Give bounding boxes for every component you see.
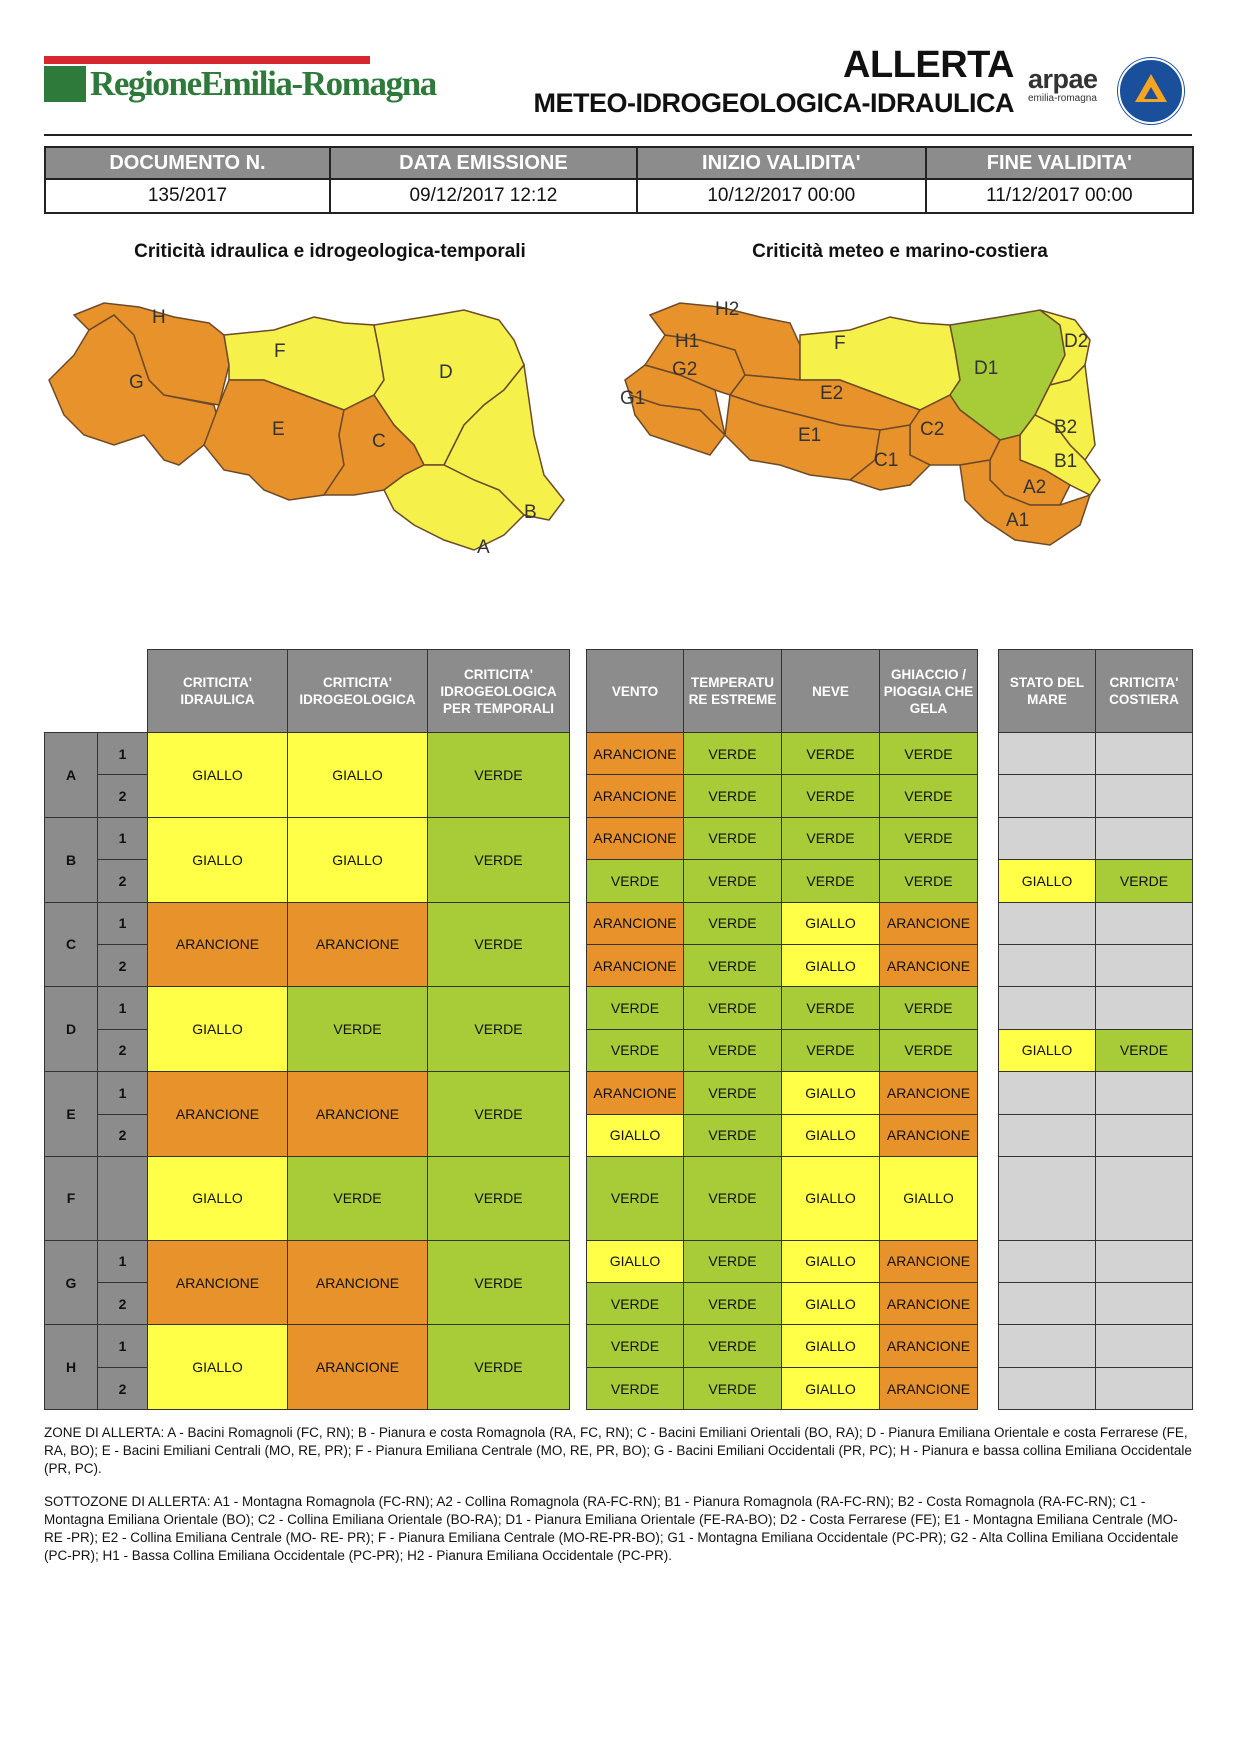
meteo-level-cell: ARANCIONE (587, 1072, 684, 1114)
table-row (587, 1029, 978, 1071)
hydro-level-cell: GIALLO (148, 1325, 288, 1410)
left-map-title: Criticità idraulica e idrogeologica-temporali (134, 241, 526, 262)
meteo-level-cell: VERDE (782, 775, 880, 817)
hydro-header: CRITICITA' IDROGEOLOGICA PER TEMPORALI (428, 650, 570, 733)
zone-label: B (45, 817, 98, 902)
hydro-level-cell: ARANCIONE (148, 902, 288, 987)
table-row (587, 1156, 978, 1240)
table-row (587, 1114, 978, 1156)
meteo-level-cell: GIALLO (782, 944, 880, 986)
table-row (587, 1072, 978, 1114)
hydro-level-cell: ARANCIONE (288, 902, 428, 987)
meteo-level-cell: ARANCIONE (880, 1240, 978, 1282)
meteo-header: GHIACCIO / PIOGGIA CHE GELA (880, 650, 978, 733)
subzone-label: 2 (98, 1367, 148, 1409)
meteo-level-cell: VERDE (684, 1072, 782, 1114)
subzone-label: 2 (98, 1283, 148, 1325)
meteo-level-cell: GIALLO (782, 1156, 880, 1240)
arpae-logo-text: arpae (1028, 64, 1098, 94)
hydro-level-cell: GIALLO (148, 817, 288, 902)
subzone-label: 2 (98, 775, 148, 817)
map-label-f: F (274, 341, 286, 362)
sea-level-cell (999, 775, 1096, 817)
meteo-header: VENTO (587, 650, 684, 733)
table-row (999, 944, 1193, 986)
map-label-h2: H2 (715, 299, 740, 320)
zone-label: G (45, 1240, 98, 1325)
table-row (999, 1325, 1193, 1367)
meteo-level-cell: VERDE (684, 1156, 782, 1240)
meteo-level-cell: GIALLO (782, 1114, 880, 1156)
table-row (45, 1240, 570, 1282)
meteo-level-cell: VERDE (880, 733, 978, 775)
sea-header: CRITICITA' COSTIERA (1096, 650, 1193, 733)
meteo-level-cell: VERDE (782, 733, 880, 775)
meteo-level-cell: GIALLO (782, 1283, 880, 1325)
table-row (587, 1325, 978, 1367)
hydro-level-cell: VERDE (428, 1072, 570, 1157)
hydro-level-cell: VERDE (428, 733, 570, 818)
meteo-level-cell: GIALLO (782, 1325, 880, 1367)
table-row (587, 733, 978, 775)
meteo-level-cell: VERDE (880, 987, 978, 1029)
hydro-level-cell: VERDE (428, 817, 570, 902)
hydro-header: CRITICITA' IDROGEOLOGICA (288, 650, 428, 733)
table-row (999, 1240, 1193, 1282)
right-map (620, 295, 1200, 615)
zone-label: C (45, 902, 98, 987)
sea-level-cell (999, 944, 1096, 986)
sea-level-cell (999, 1072, 1096, 1114)
map-label-h: H (152, 307, 166, 328)
zone-label: E (45, 1072, 98, 1157)
meteo-level-cell: VERDE (782, 987, 880, 1029)
validity-end-header: FINE VALIDITA' (926, 147, 1193, 179)
meteo-level-cell: ARANCIONE (880, 1072, 978, 1114)
meteo-level-cell: ARANCIONE (587, 817, 684, 859)
meteo-level-cell: VERDE (587, 1283, 684, 1325)
map-label-c2: C2 (920, 419, 945, 440)
meteo-level-cell: VERDE (587, 1325, 684, 1367)
meteo-level-cell: VERDE (880, 817, 978, 859)
meteo-level-cell: VERDE (880, 860, 978, 902)
sea-level-cell (999, 902, 1096, 944)
table-row (45, 902, 570, 944)
meteo-level-cell: ARANCIONE (587, 902, 684, 944)
sea-header: STATO DEL MARE (999, 650, 1096, 733)
alert-subzones-note: SOTTOZONE DI ALLERTA: A1 - Montagna Romagnola (FC-RN); A2 - Collina Romagnola (RA-FC-RN); B1 - Pianura Romagnola (RA-FC-RN); B2 - Costa Romagnola (RA-FC-RN); C1 - Montagna Emiliana Orientale (BO); C2 - Collina Emiliana Orientale (BO-RA); D1 - Pianura Emiliana Orientale (FE-RA-BO); D2 - Costa Ferrarese (FE); E1 - Montagna Emiliana Centrale (MO- RE -PR); E2 - Collina Emiliana Centrale (MO- RE- PR); F - Pianura Emiliana Centrale (MO-RE-PR-BO); G1 - Montagna Emiliana Occidentale (PC-PR); G2 - Alta Collina Emiliana Occidentale (PC-PR); H1 - Bassa Collina Emiliana Occidentale (PC-PR); H2 - Pianura Emiliana Occidentale (PC-PR). (44, 1494, 1179, 1563)
map-label-a1: A1 (1006, 510, 1030, 531)
meteo-level-cell: GIALLO (782, 1240, 880, 1282)
meteo-level-cell: VERDE (782, 1029, 880, 1071)
meteo-level-cell: ARANCIONE (880, 1283, 978, 1325)
subzone-label: 1 (98, 902, 148, 944)
table-row (587, 775, 978, 817)
table-row (45, 733, 570, 775)
meteo-level-cell: VERDE (684, 902, 782, 944)
meteo-level-cell: GIALLO (782, 1367, 880, 1409)
protezione-civile-logo-icon (1118, 58, 1184, 124)
sea-level-cell (999, 733, 1096, 775)
hydro-level-cell: VERDE (288, 1156, 428, 1240)
table-row (999, 860, 1193, 902)
hydro-level-cell: GIALLO (148, 1156, 288, 1240)
table-row (999, 1156, 1193, 1240)
table-row (999, 902, 1193, 944)
hydro-level-cell: VERDE (428, 1240, 570, 1325)
subzone-label: 1 (98, 733, 148, 775)
subzone-label: 1 (98, 1240, 148, 1282)
meteo-level-cell: VERDE (684, 1114, 782, 1156)
meteo-level-cell: VERDE (684, 733, 782, 775)
table-row (999, 733, 1193, 775)
meteo-level-cell: VERDE (587, 1156, 684, 1240)
map-label-f-right: F (834, 333, 846, 354)
hydro-level-cell: VERDE (428, 1325, 570, 1410)
sea-level-cell (1096, 1072, 1193, 1114)
hydro-level-cell: ARANCIONE (288, 1325, 428, 1410)
arpae-logo-sub: emilia-romagna (1028, 93, 1097, 104)
sea-level-cell (1096, 944, 1193, 986)
subzone-label (98, 1156, 148, 1240)
sea-level-cell (999, 817, 1096, 859)
emission-date-header: DATA EMISSIONE (330, 147, 637, 179)
meteo-level-cell: GIALLO (587, 1114, 684, 1156)
meteo-level-cell: ARANCIONE (880, 1367, 978, 1409)
map-label-a: A (477, 537, 490, 558)
meteo-level-cell: VERDE (684, 1325, 782, 1367)
subzone-label: 2 (98, 1029, 148, 1071)
zone-label: D (45, 987, 98, 1072)
meteo-header: TEMPERATU RE ESTREME (684, 650, 782, 733)
map-label-b1: B1 (1054, 451, 1078, 472)
table-row (999, 1029, 1193, 1071)
meteo-level-cell: GIALLO (782, 902, 880, 944)
sea-level-cell (1096, 1367, 1193, 1409)
hydro-level-cell: VERDE (428, 1156, 570, 1240)
table-row (587, 1240, 978, 1282)
subzone-label: 2 (98, 860, 148, 902)
zone-label: A (45, 733, 98, 818)
map-label-e: E (272, 419, 285, 440)
map-label-b2: B2 (1054, 417, 1078, 438)
table-row (999, 1367, 1193, 1409)
hydro-level-cell: VERDE (288, 987, 428, 1072)
hydro-level-cell: ARANCIONE (288, 1072, 428, 1157)
meteo-level-cell: VERDE (684, 987, 782, 1029)
hydro-level-cell: ARANCIONE (288, 1240, 428, 1325)
header-divider (44, 134, 1192, 136)
left-map (44, 295, 624, 615)
map-label-e1: E1 (798, 425, 822, 446)
subzone-label: 1 (98, 987, 148, 1029)
doc-number: 135/2017 (45, 179, 330, 213)
meteo-level-cell: VERDE (684, 1283, 782, 1325)
hydro-level-cell: GIALLO (288, 733, 428, 818)
table-row (999, 987, 1193, 1029)
table-row (999, 817, 1193, 859)
sea-level-cell (999, 987, 1096, 1029)
hydro-level-cell: ARANCIONE (148, 1072, 288, 1157)
table-row (999, 1283, 1193, 1325)
subzone-label: 2 (98, 1114, 148, 1156)
map-label-d: D (439, 362, 453, 383)
meteo-level-cell: VERDE (684, 1367, 782, 1409)
logo-red-bar (44, 56, 370, 64)
sea-level-cell (999, 1283, 1096, 1325)
map-label-d2: D2 (1064, 331, 1089, 352)
hydro-level-cell: GIALLO (148, 987, 288, 1072)
sea-level-cell (1096, 1156, 1193, 1240)
hydro-level-cell: GIALLO (148, 733, 288, 818)
validity-start: 10/12/2017 00:00 (637, 179, 926, 213)
table-row (587, 817, 978, 859)
table-row (587, 944, 978, 986)
sea-level-cell (999, 1240, 1096, 1282)
meteo-level-cell: VERDE (587, 860, 684, 902)
blank-corner (45, 650, 148, 733)
sea-level-cell (999, 1367, 1096, 1409)
sea-level-cell (1096, 775, 1193, 817)
logo-green-mark (44, 66, 86, 102)
meteo-level-cell: VERDE (587, 987, 684, 1029)
map-label-g2: G2 (672, 359, 698, 380)
table-row (45, 1325, 570, 1367)
table-row (587, 1283, 978, 1325)
doc-number-header: DOCUMENTO N. (45, 147, 330, 179)
meteo-level-cell: VERDE (587, 1367, 684, 1409)
map-label-a2: A2 (1023, 477, 1047, 498)
meteo-level-cell: VERDE (684, 1029, 782, 1071)
hydro-header: CRITICITA' IDRAULICA (148, 650, 288, 733)
meteo-level-cell: VERDE (880, 1029, 978, 1071)
meteo-level-cell: GIALLO (782, 1072, 880, 1114)
sea-level-cell (1096, 733, 1193, 775)
sea-level-cell (1096, 817, 1193, 859)
map-label-h1: H1 (675, 331, 700, 352)
sea-level-cell: VERDE (1096, 860, 1193, 902)
sea-criticality-table (998, 649, 1193, 1410)
zone-label: H (45, 1325, 98, 1410)
meteo-level-cell: VERDE (782, 860, 880, 902)
sea-level-cell (999, 1114, 1096, 1156)
sea-level-cell (1096, 1240, 1193, 1282)
sea-level-cell (999, 1156, 1096, 1240)
alert-zones-note: ZONE DI ALLERTA: A - Bacini Romagnoli (FC, RN); B - Pianura e costa Romagnola (RA, FC, RN); C - Bacini Emiliani Orientali (BO, RA); D - Pianura Emiliana Orientale e costa Ferrarese (FE, RA, BO); E - Bacini Emiliani Centrali (MO, RE, PR); F - Pianura Emiliana Centrale (MO, RE, PR, BO); G - Bacini Emiliani Occidentali (PR, PC); H - Pianura e bassa collina Emiliana Occidentale (PR, PC). (44, 1425, 1192, 1476)
meteo-level-cell: VERDE (684, 1240, 782, 1282)
map-label-d1: D1 (974, 358, 999, 379)
map-label-g1: G1 (620, 388, 646, 409)
hydro-level-cell: VERDE (428, 987, 570, 1072)
sea-level-cell (1096, 902, 1193, 944)
meteo-level-cell: ARANCIONE (880, 902, 978, 944)
sea-header-row (999, 650, 1193, 733)
validity-start-header: INIZIO VALIDITA' (637, 147, 926, 179)
table-row (45, 1156, 570, 1240)
subzone-label: 1 (98, 817, 148, 859)
sea-level-cell: VERDE (1096, 1029, 1193, 1071)
table-row (999, 1114, 1193, 1156)
map-label-c: C (372, 431, 386, 452)
subzone-label: 2 (98, 944, 148, 986)
subzone-label: 1 (98, 1325, 148, 1367)
sea-level-cell (1096, 1114, 1193, 1156)
pc-triangle-inner (1144, 87, 1158, 99)
meteo-level-cell: VERDE (684, 775, 782, 817)
sea-level-cell (1096, 1325, 1193, 1367)
meteo-level-cell: VERDE (782, 817, 880, 859)
meteo-level-cell: VERDE (587, 1029, 684, 1071)
table-row (45, 987, 570, 1029)
table-row (587, 987, 978, 1029)
map-label-e2: E2 (820, 383, 844, 404)
table-row (45, 1072, 570, 1114)
table-row (999, 775, 1193, 817)
meteo-level-cell: ARANCIONE (880, 1114, 978, 1156)
emission-date: 09/12/2017 12:12 (330, 179, 637, 213)
map-label-g: G (129, 372, 144, 393)
map-label-c1: C1 (874, 450, 899, 471)
region-logo-text: RegioneEmilia-Romagna (90, 64, 436, 103)
meteo-header: NEVE (782, 650, 880, 733)
table-row (999, 1072, 1193, 1114)
sea-level-cell (999, 1325, 1096, 1367)
hydro-level-cell: GIALLO (288, 817, 428, 902)
hydro-criticality-table (44, 649, 570, 1410)
hydro-level-cell: ARANCIONE (148, 1240, 288, 1325)
sea-level-cell (1096, 1283, 1193, 1325)
meteo-level-cell: ARANCIONE (587, 944, 684, 986)
meteo-level-cell: VERDE (684, 944, 782, 986)
region-logo (44, 56, 436, 108)
meteo-level-cell: ARANCIONE (587, 733, 684, 775)
meteo-header-row (587, 650, 978, 733)
meteo-level-cell: ARANCIONE (880, 944, 978, 986)
meteo-level-cell: ARANCIONE (587, 775, 684, 817)
zone-label: F (45, 1156, 98, 1240)
meteo-criticality-table (586, 649, 978, 1410)
meteo-level-cell: VERDE (880, 775, 978, 817)
hydro-level-cell: VERDE (428, 902, 570, 987)
meteo-level-cell: ARANCIONE (880, 1325, 978, 1367)
page-title: ALLERTA (843, 44, 1014, 86)
subzone-label: 1 (98, 1072, 148, 1114)
map-label-b: B (524, 502, 537, 523)
arpae-logo (1028, 64, 1110, 114)
table-row (45, 817, 570, 859)
meteo-level-cell: VERDE (684, 817, 782, 859)
table-row (587, 902, 978, 944)
table-row (587, 1367, 978, 1409)
meteo-level-cell: GIALLO (880, 1156, 978, 1240)
page-subtitle: METEO-IDROGEOLOGICA-IDRAULICA (533, 88, 1014, 118)
sea-level-cell (1096, 987, 1193, 1029)
sea-level-cell: GIALLO (999, 860, 1096, 902)
meteo-level-cell: VERDE (684, 860, 782, 902)
validity-end: 11/12/2017 00:00 (926, 179, 1193, 213)
document-info-table (44, 146, 1194, 214)
sea-level-cell: GIALLO (999, 1029, 1096, 1071)
table-row (587, 860, 978, 902)
right-map-title: Criticità meteo e marino-costiera (752, 241, 1048, 262)
meteo-level-cell: GIALLO (587, 1240, 684, 1282)
hydro-header-row (45, 650, 570, 733)
